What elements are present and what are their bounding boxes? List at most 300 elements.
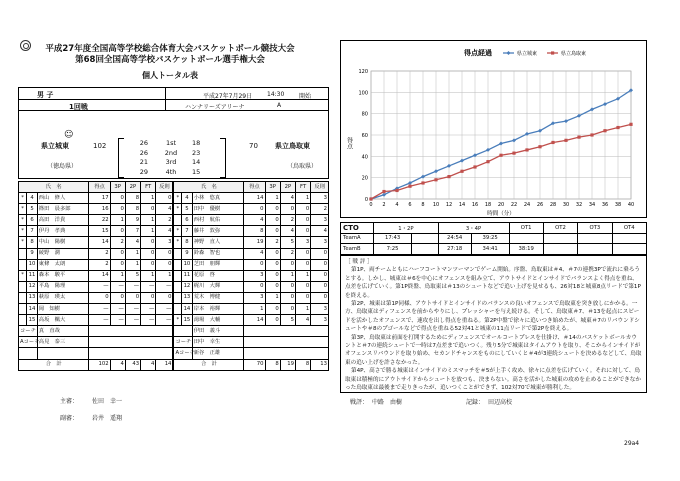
player-cell: 鈴森 智也: [192, 248, 244, 259]
empty-cell: [19, 348, 38, 359]
player-cell: 14: [182, 304, 193, 315]
player-cell: 0: [265, 259, 280, 270]
player-cell: 3: [311, 237, 329, 248]
series-point: [434, 169, 438, 173]
player-cell: 0: [296, 215, 311, 226]
player-cell: 4: [125, 237, 140, 248]
game-start-label: 開始: [299, 93, 312, 100]
player-cell: 0: [265, 315, 280, 326]
player-cell: 15: [27, 315, 38, 326]
cto-team-b-label: TeamB: [341, 244, 374, 255]
player-cell: *: [173, 226, 181, 237]
x-tick-label: 8: [421, 202, 425, 208]
player-cell: 小林 悠真: [192, 193, 244, 204]
player-cell: 岡 知樹: [37, 304, 89, 315]
x-tick-label: 12: [445, 202, 453, 208]
round-label: 1回戦: [69, 103, 88, 111]
player-cell: *: [173, 193, 181, 204]
player-cell: 10: [182, 259, 193, 270]
player-cell: 0: [280, 204, 295, 215]
player-cell: 5: [280, 315, 295, 326]
cto-time-cell: [578, 233, 612, 244]
y-tick-label: 120: [358, 69, 368, 75]
player-cell: 0: [265, 304, 280, 315]
player-cell: 1: [141, 226, 156, 237]
quarter-score-b: 15: [192, 167, 201, 176]
player-cell: [19, 292, 27, 303]
player-cell: 10: [27, 259, 38, 270]
quarter-label: 4th: [165, 167, 177, 176]
y-tick-label: 40: [361, 154, 368, 161]
series-point: [564, 139, 567, 142]
player-cell: —: [156, 315, 174, 326]
table-row: [19, 193, 329, 204]
player-cell: 0: [311, 292, 329, 303]
player-cell: 神野 直人: [192, 237, 244, 248]
player-cell: 4: [296, 315, 311, 326]
quarter-label: 1st: [165, 139, 177, 147]
player-cell: 14: [27, 304, 38, 315]
series-point: [408, 185, 411, 188]
player-cell: 0: [110, 204, 125, 215]
player-cell: 4: [244, 248, 265, 259]
series-point: [603, 129, 606, 132]
player-cell: 13: [182, 292, 193, 303]
total-b-cell: 19: [280, 359, 295, 370]
series-point: [616, 126, 619, 129]
player-cell: 0: [296, 259, 311, 270]
series-point: [590, 133, 593, 136]
cto-time-cell: [411, 244, 438, 255]
team-b-name: 県立鳥取東: [275, 142, 310, 150]
player-cell: 2: [110, 237, 125, 248]
page-subtitle: 個人トータル表: [142, 71, 198, 80]
venue-name: ハンナリーズアリーナ: [185, 104, 245, 111]
quarter-score-b: 23: [192, 148, 201, 157]
total-a-cell: 14: [156, 359, 174, 370]
team-b-total: 70: [249, 142, 258, 150]
commentary-writer: 中路 由樹: [372, 399, 403, 406]
empty-cell: [89, 337, 173, 348]
series-point: [460, 159, 464, 163]
commentary-writer-label: 戦評：: [350, 399, 369, 406]
player-cell: *: [19, 270, 27, 281]
player-cell: 0: [141, 237, 156, 248]
player-cell: 0: [296, 281, 311, 292]
player-cell: 4: [156, 226, 174, 237]
player-cell: 森本 駿平: [37, 270, 89, 281]
player-cell: —: [156, 281, 174, 292]
table-row: [19, 348, 329, 359]
y-tick-label: 60: [361, 133, 368, 139]
empty-cell: [244, 326, 329, 337]
player-cell: 高田 洋貴: [37, 215, 89, 226]
player-cell: 1: [296, 193, 311, 204]
chart-x-axis-label: 時間（分）: [487, 211, 515, 217]
cto-period-ot4: OT4: [612, 223, 646, 234]
player-cell: 14: [89, 237, 110, 248]
player-cell: 0: [110, 292, 125, 303]
player-cell: 1: [156, 270, 174, 281]
total-a-cell: 4: [110, 359, 125, 370]
player-cell: 0: [265, 204, 280, 215]
player-cell: [173, 270, 181, 281]
totals-row: [19, 359, 329, 370]
player-cell: 8: [125, 204, 140, 215]
player-cell: 岸本 裕輝: [192, 304, 244, 315]
player-cell: [19, 281, 27, 292]
player-cell: —: [110, 304, 125, 315]
player-cell: 0: [280, 304, 295, 315]
series-point: [564, 119, 568, 123]
player-cell: 2: [265, 237, 280, 248]
quarter-label: 3rd: [165, 158, 177, 167]
series-point: [551, 141, 554, 144]
player-cell: 0: [156, 193, 174, 204]
player-cell: 3: [311, 315, 329, 326]
cto-time-cell: 38:19: [509, 244, 543, 255]
series-point: [473, 153, 477, 157]
player-cell: 0: [280, 259, 295, 270]
x-tick-label: 18: [484, 202, 492, 208]
quarter-score-a: 26: [139, 148, 148, 157]
player-cell: 3: [311, 215, 329, 226]
player-cell: [19, 248, 27, 259]
player-cell: 4: [27, 193, 38, 204]
court-name: A: [277, 102, 282, 109]
title-line1: 平成27年度全国高等学校総合体育大会バスケットボール競技大会: [45, 44, 295, 54]
player-cell: 3: [311, 193, 329, 204]
player-cell: —: [125, 315, 140, 326]
series-point: [512, 152, 515, 155]
total-b-cell: 13: [311, 359, 329, 370]
umpire-name: 岩井 遥翔: [92, 415, 123, 422]
player-cell: 平島 陽理: [37, 281, 89, 292]
cto-time-cell: [543, 244, 577, 255]
player-cell: 6: [182, 215, 193, 226]
player-cell: 0: [265, 281, 280, 292]
player-cell: 0: [311, 248, 329, 259]
table-row: [19, 248, 329, 259]
player-cell: [173, 248, 181, 259]
quarter-row: [130, 149, 216, 158]
x-tick-label: 36: [601, 202, 609, 208]
chart-title: 得点経過: [464, 49, 492, 57]
table-row: [19, 326, 329, 337]
player-cell: —: [125, 281, 140, 292]
player-cell: 萩原 瑛太: [37, 292, 89, 303]
player-cell: —: [125, 304, 140, 315]
player-cell: *: [173, 315, 181, 326]
series-point: [447, 175, 450, 178]
player-cell: 3: [244, 270, 265, 281]
cto-time-cell: [578, 244, 612, 255]
player-cell: 中山 陽樹: [37, 237, 89, 248]
player-cell: 0: [265, 248, 280, 259]
player-cell: 9: [182, 248, 193, 259]
player-cell: 12: [27, 281, 38, 292]
total-a-cell: 43: [125, 359, 140, 370]
player-cell: *: [173, 204, 181, 215]
player-cell: *: [19, 237, 27, 248]
player-cell: 15: [89, 226, 110, 237]
player-cell: 1: [110, 270, 125, 281]
player-cell: 2: [280, 215, 295, 226]
team-a-name: 県立城東: [41, 142, 69, 150]
series-point: [369, 197, 372, 200]
recorder-label: 記録：: [466, 399, 485, 406]
coach-label: Aコーチ: [19, 337, 38, 348]
table-row: [19, 304, 329, 315]
player-cell: 14: [89, 270, 110, 281]
player-cell: —: [89, 281, 110, 292]
total-a-cell: 4: [141, 359, 156, 370]
player-cell: 8: [125, 193, 140, 204]
series-point: [434, 178, 437, 181]
cto-time-cell: 17:43: [374, 233, 412, 244]
cto-time-cell: 34:41: [471, 244, 509, 255]
cto-time-cell: 39:25: [471, 233, 509, 244]
player-stats-table: [18, 181, 329, 371]
total-label: 合 計: [19, 359, 89, 370]
cto-time-cell: [612, 233, 646, 244]
series-point: [499, 154, 502, 157]
header-cell: 得点: [89, 182, 110, 193]
player-cell: 3: [296, 237, 311, 248]
player-cell: 0: [244, 281, 265, 292]
umpire-label: 副審：: [60, 415, 79, 422]
player-cell: 篠田 晨多郎: [37, 204, 89, 215]
quarter-row: [130, 158, 216, 167]
player-cell: —: [89, 315, 110, 326]
empty-cell: [37, 348, 89, 359]
legend-marker: [551, 51, 554, 54]
player-cell: 2: [156, 215, 174, 226]
cto-time-cell: [411, 233, 438, 244]
player-cell: 0: [110, 259, 125, 270]
cto-period-ot2: OT2: [543, 223, 577, 234]
commentary-paragraph: 第1P、両チームともにハーフコートマンツーマンでゲーム開始。序盤、鳥取東は＃4、＃7の連携3Pで流れに乗ろうとする。しかし、城東は＃6を中心にオフェンスを組み立て、アウトサイドとインサイドでバランスよく得点を重ね、点差を広げていく。第1P終盤、鳥取東は＃13のシュートなどで追い上げを見せるも、26対18と城東8点リードで第1Pを終える。: [345, 267, 641, 299]
player-cell: 7: [182, 226, 193, 237]
player-cell: 2: [89, 259, 110, 270]
header-name-cell: 氏 名: [19, 182, 89, 193]
empty-cell: [173, 326, 192, 337]
x-tick-label: 10: [432, 202, 440, 208]
header-cell: FT: [141, 182, 156, 193]
player-cell: —: [141, 281, 156, 292]
player-cell: 8: [182, 237, 193, 248]
table-row: [19, 315, 329, 326]
header-cell: 3P: [265, 182, 280, 193]
x-tick-label: 4: [395, 202, 399, 208]
player-cell: 0: [265, 226, 280, 237]
legend-label: 県立城東: [517, 51, 538, 57]
player-cell: 1: [265, 292, 280, 303]
player-cell: 9: [27, 248, 38, 259]
game-commentary: [340, 255, 647, 393]
header-cell: 得点: [244, 182, 265, 193]
header-name-cell: 氏 名: [173, 182, 243, 193]
player-cell: 0: [156, 259, 174, 270]
player-cell: 0: [296, 204, 311, 215]
x-tick-label: 20: [497, 202, 505, 208]
total-label: 合 計: [173, 359, 243, 370]
player-cell: —: [141, 315, 156, 326]
player-cell: 2: [280, 248, 295, 259]
player-cell: 0: [156, 292, 174, 303]
quarter-score-a: 26: [139, 139, 148, 147]
x-tick-label: 34: [588, 202, 596, 208]
cto-time-cell: 7:25: [374, 244, 412, 255]
series-point: [577, 136, 580, 139]
player-cell: —: [110, 281, 125, 292]
player-cell: 0: [296, 248, 311, 259]
legend-label: 県立鳥取東: [561, 51, 587, 57]
chart-y-axis-label: 得点: [345, 137, 353, 149]
player-cell: *: [173, 237, 181, 248]
player-cell: 11: [182, 270, 193, 281]
player-cell: 9: [125, 215, 140, 226]
player-cell: 藤井 敦弥: [192, 226, 244, 237]
series-point: [603, 102, 607, 106]
table-row: [19, 337, 329, 348]
series-point: [460, 170, 463, 173]
extra-player-name: 伊田 義斗: [192, 326, 244, 337]
header-cell: 2P: [280, 182, 295, 193]
player-cell: 0: [141, 259, 156, 270]
empty-cell: [89, 326, 173, 337]
player-cell: 東條 太朗: [37, 259, 89, 270]
table-row: [19, 215, 329, 226]
referee-name: 佐田 幸一: [92, 398, 123, 405]
player-cell: 0: [141, 204, 156, 215]
header-cell: FT: [296, 182, 311, 193]
quarter-score-b: 14: [192, 158, 201, 167]
x-tick-label: 6: [408, 202, 412, 208]
player-cell: 19: [244, 237, 265, 248]
referee-label: 主審：: [60, 398, 79, 405]
x-tick-label: 22: [510, 202, 518, 208]
player-cell: 0: [156, 248, 174, 259]
cto-time-cell: [509, 233, 543, 244]
commentary-paragraph: 第3P、鳥取東は前面を打開するためにディフェンスでオールコートプレスを仕掛け、＃14のバスケットボールカウントと＃7の連続シュートで一時は7点差まで追いつく。残り5分で城東はタイムアウトを取り、そこからインサイドがオフェンスリバウンドを取り始め、セカンドチャンスをものにしていくと＃4が3連続シュートを決めるなどして、鳥取東の追い上げを許さなかった。: [345, 334, 642, 366]
coach-name: 高見 泰三: [37, 337, 89, 348]
player-cell: 1: [141, 193, 156, 204]
x-tick-label: 24: [523, 202, 531, 208]
x-tick-label: 30: [562, 202, 570, 208]
player-cell: 1: [265, 193, 280, 204]
player-cell: 0: [110, 193, 125, 204]
team-a-total: 102: [93, 142, 107, 150]
total-b-cell: 70: [244, 359, 265, 370]
player-cell: [173, 292, 181, 303]
coach-name: 真 直哉: [37, 326, 89, 337]
player-cell: 芝田 朋輝: [192, 259, 244, 270]
coach-label: コーチ: [19, 326, 38, 337]
x-tick-label: 28: [549, 202, 557, 208]
quarter-score-a: 29: [139, 167, 148, 176]
player-cell: —: [110, 315, 125, 326]
table-row: [19, 259, 329, 270]
quarter-label: 2nd: [164, 148, 178, 157]
series-point: [382, 190, 385, 193]
player-cell: 0: [280, 281, 295, 292]
cto-period-ot1: OT1: [509, 223, 543, 234]
header-cell: 2P: [125, 182, 140, 193]
player-cell: 1: [244, 304, 265, 315]
player-cell: 5: [182, 204, 193, 215]
player-cell: [173, 304, 181, 315]
series-point: [486, 160, 489, 163]
player-cell: 伊丹 孝典: [37, 226, 89, 237]
y-tick-label: 0: [364, 197, 368, 203]
player-cell: —: [141, 304, 156, 315]
cto-time-cell: [612, 244, 646, 255]
player-cell: *: [19, 226, 27, 237]
player-cell: 2: [89, 248, 110, 259]
player-cell: 2: [311, 204, 329, 215]
cto-team-a-label: TeamA: [341, 233, 374, 244]
commentary-paragraph: 第4P、高さで勝る城東はインサイドのミスマッチを＃5が上手く攻め、徐々に点差を広げていく。それに対して、鳥取東は積極的にアウトサイドからシュートを放つも、決まらない。高さを活かした城東の攻めを止めることができなかった鳥取東は最後まで走りきったが、追いつくことができず、102対70で城東が勝利した。: [345, 368, 641, 392]
chart-svg: [341, 41, 646, 217]
player-cell: 0: [141, 248, 156, 259]
player-cell: 6: [27, 215, 38, 226]
player-cell: [19, 259, 27, 270]
player-cell: 14: [244, 315, 265, 326]
player-cell: 5: [280, 237, 295, 248]
x-tick-label: 16: [471, 202, 479, 208]
player-cell: 0: [311, 281, 329, 292]
cto-time-cell: 27:18: [438, 244, 471, 255]
cto-period-1-2: 1・2P: [374, 223, 438, 234]
score-progress-chart: [340, 40, 647, 218]
player-cell: 0: [296, 226, 311, 237]
player-cell: 17: [89, 193, 110, 204]
player-cell: *: [19, 215, 27, 226]
table-header-row: [19, 182, 329, 193]
player-cell: 4: [244, 215, 265, 226]
player-cell: [19, 315, 27, 326]
player-cell: 13: [27, 292, 38, 303]
table-row: [19, 226, 329, 237]
cto-period-ot3: OT3: [578, 223, 612, 234]
player-cell: 7: [27, 226, 38, 237]
team-b-region: （鳥取県）: [287, 163, 318, 170]
quarter-score-box: [118, 138, 226, 178]
player-cell: 5: [125, 270, 140, 281]
player-cell: 1: [296, 304, 311, 315]
series-point: [421, 181, 424, 184]
player-cell: 0: [311, 270, 329, 281]
player-cell: 0: [265, 270, 280, 281]
player-cell: 3: [311, 304, 329, 315]
empty-cell: [244, 337, 329, 348]
series-point: [538, 145, 541, 148]
player-cell: 0: [265, 215, 280, 226]
player-cell: 8: [27, 237, 38, 248]
x-tick-label: 0: [369, 202, 373, 208]
total-a-cell: 102: [89, 359, 110, 370]
recorder-name: 田辺高校: [488, 399, 513, 406]
player-cell: 田中 優樹: [192, 204, 244, 215]
player-cell: 湯場 大輔: [192, 315, 244, 326]
x-tick-label: 40: [627, 202, 635, 208]
cto-label: CTO: [341, 223, 374, 234]
total-b-cell: 8: [265, 359, 280, 370]
series-point: [473, 165, 476, 168]
player-cell: 花原 啓: [192, 270, 244, 281]
player-cell: [173, 259, 181, 270]
